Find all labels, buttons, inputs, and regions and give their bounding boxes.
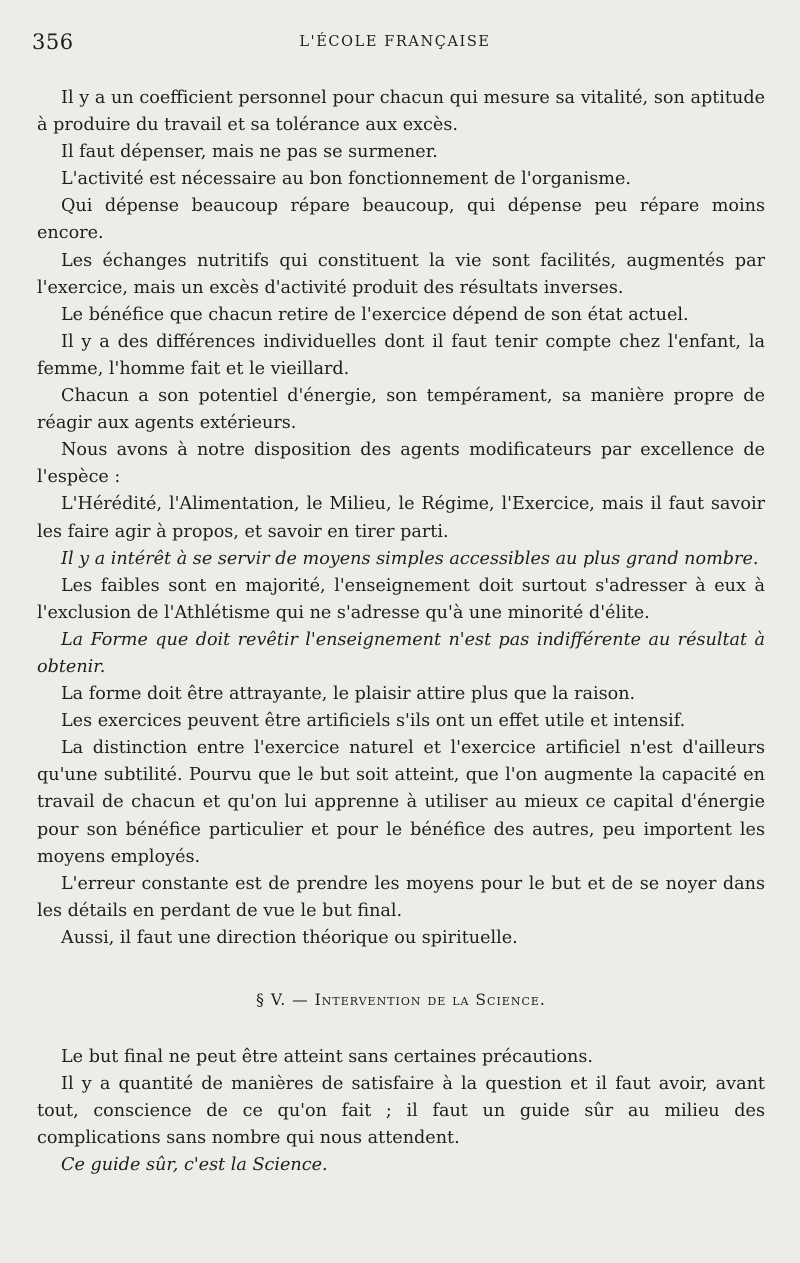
paragraph: L'activité est nécessaire au bon fonctionnement de l'organisme. — [61, 169, 631, 190]
paragraph: La distinction entre l'exercice naturel et l'exercice artificiel n'est d'ailleurs qu'une subtilité. Pourvu que le but soit atteint, que l'on augmente la capacité en travail de chacun et qu'on lui apprenne à utiliser au mieux ce capital d'énergie pour son bénéfice particulier et pour le bénéfice des autres, peu importent les moyens employés. — [37, 738, 765, 867]
section-title: Intervention de la Science. — [314, 991, 546, 1009]
page-body — [37, 85, 765, 1180]
paragraph: Il y a quantité de manières de satisfaire à la question et il faut avoir, avant tout, conscience de ce qu'on fait ; il faut un guide sûr au milieu des complications sans nombre qui nous attendent. — [37, 1074, 765, 1149]
page-number: 356 — [32, 30, 74, 54]
running-title: L'ÉCOLE FRANÇAISE — [299, 34, 491, 50]
paragraph: L'Hérédité, l'Alimentation, le Milieu, le Régime, l'Exercice, mais il faut savoir les faire agir à propos, et savoir en tirer parti. — [37, 494, 765, 542]
italic-paragraph: Il y a intérêt à se servir de moyens simples accessibles au plus grand nombre. — [61, 548, 759, 569]
paragraph: Nous avons à notre disposition des agents modificateurs par excellence de l'espèce : — [37, 440, 765, 488]
paragraph: Le bénéfice que chacun retire de l'exercice dépend de son état actuel. — [61, 304, 689, 325]
paragraph: Il faut dépenser, mais ne pas se surmener. — [61, 142, 438, 163]
italic-paragraph: Ce guide sûr, c'est la Science. — [61, 1155, 328, 1176]
paragraph: Il y a des différences individuelles dont il faut tenir compte chez l'enfant, la femme, l'homme fait et le vieillard. — [37, 331, 765, 379]
paragraph: Chacun a son potentiel d'énergie, son tempérament, sa manière propre de réagir aux agents extérieurs. — [37, 386, 765, 434]
italic-paragraph: La Forme que doit revêtir l'enseignement n'est pas indifférente au résultat à obtenir. — [37, 629, 765, 677]
paragraph: Les échanges nutritifs qui constituent la vie sont facilités, augmentés par l'exercice, mais un excès d'activité produit des résultats inverses. — [37, 250, 765, 298]
paragraph: Qui dépense beaucoup répare beaucoup, qui dépense peu répare moins encore. — [37, 196, 765, 244]
section-number: § V. — — [256, 991, 309, 1009]
section-heading — [37, 987, 765, 1014]
paragraph: L'erreur constante est de prendre les moyens pour le but et de se noyer dans les détails en perdant de vue le but final. — [37, 873, 765, 921]
paragraph: Les faibles sont en majorité, l'enseignement doit surtout s'adresser à eux à l'exclusion de l'Athlétisme qui ne s'adresse qu'à une minorité d'élite. — [37, 575, 765, 623]
paragraph: Le but final ne peut être atteint sans certaines précautions. — [61, 1047, 593, 1068]
paragraph: Les exercices peuvent être artificiels s'ils ont un effet utile et intensif. — [61, 711, 686, 732]
paragraph: Il y a un coefficient personnel pour chacun qui mesure sa vitalité, son aptitude à produire du travail et sa tolérance aux excès. — [37, 88, 765, 136]
paragraph: La forme doit être attrayante, le plaisir attire plus que la raison. — [61, 684, 636, 705]
paragraph: Aussi, il faut une direction théorique ou spirituelle. — [61, 927, 518, 948]
